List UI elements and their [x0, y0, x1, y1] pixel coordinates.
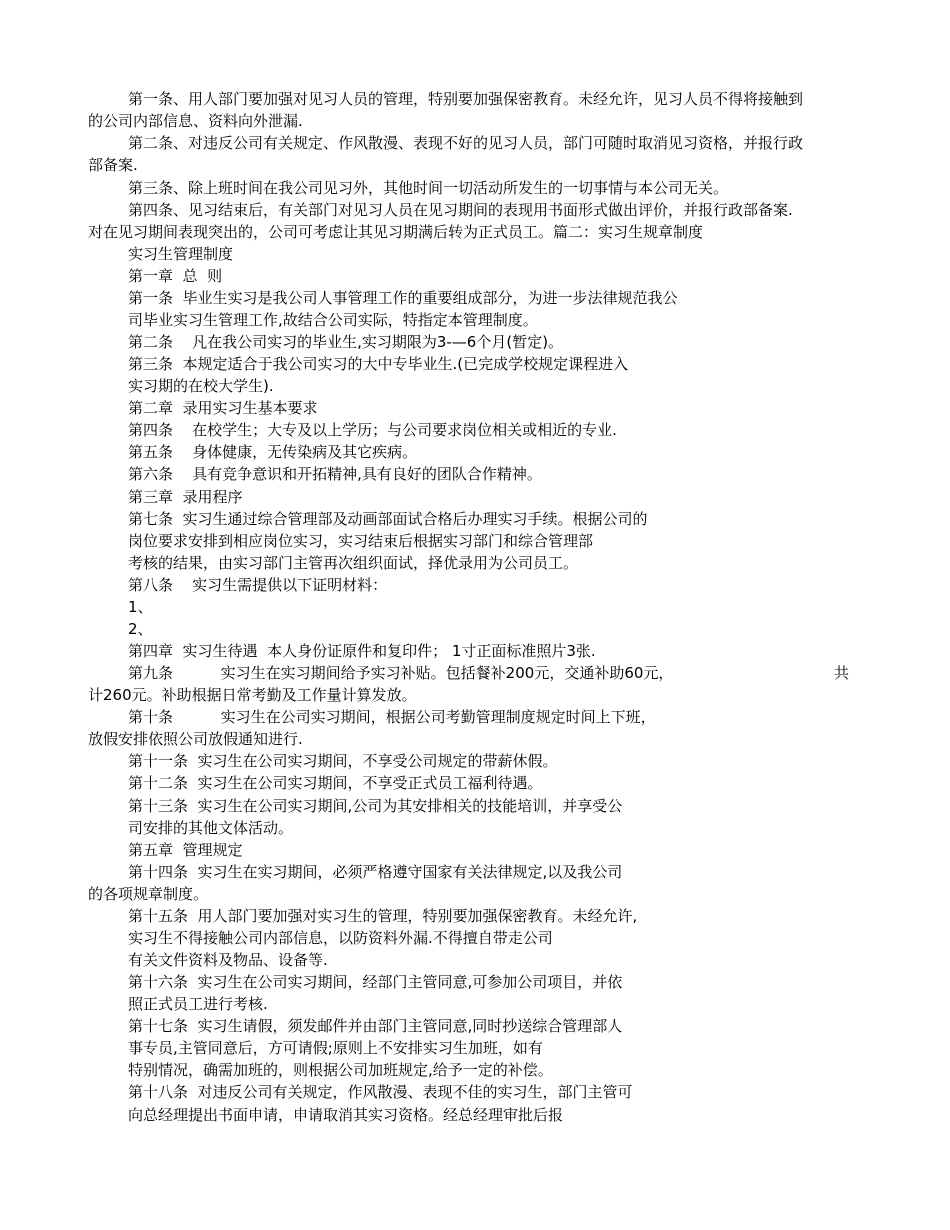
document-text-line: 司毕业实习生管理工作,故结合公司实际，特指定本管理制度。 [128, 311, 538, 329]
document-text-line: 共 [834, 664, 850, 682]
document-text-line: 部备案. [88, 156, 138, 174]
document-text-line: 第一章 总 则 [128, 267, 223, 285]
document-text-line: 1、 [128, 598, 153, 616]
document-text-line: 第一条 毕业生实习是我公司人事管理工作的重要组成部分，为进一步法律规范我公 [128, 289, 678, 307]
document-text-line: 第十六条 实习生在公司实习期间，经部门主管同意,可参加公司项目，并依 [128, 973, 623, 991]
document-text-line: 第四章 实习生待遇 本人身份证原件和复印件； 1寸正面标准照片3张. [128, 642, 596, 660]
document-text-line: 第一条、用人部门要加强对见习人员的管理，特别要加强保密教育。未经允许，见习人员不得将接触到 [128, 90, 804, 108]
document-text-line: 放假安排依照公司放假通知进行. [88, 730, 303, 748]
document-text-line: 第三章 录用程序 [128, 488, 243, 506]
document-text-line: 第四条、见习结束后，有关部门对见习人员在见习期间的表现用书面形式做出评价，并报行政部备案. [128, 201, 793, 219]
document-text-line: 第四条 在校学生；大专及以上学历；与公司要求岗位相关或相近的专业. [128, 421, 617, 439]
document-text-line: 事专员,主管同意后，方可请假;原则上不安排实习生加班，如有 [128, 1039, 543, 1057]
document-text-line: 实习生不得接触公司内部信息，以防资料外漏.不得擅自带走公司 [128, 929, 553, 947]
document-text-line: 第十三条 实习生在公司实习期间,公司为其安排相关的技能培训，并享受公 [128, 797, 623, 815]
document-text-line: 的公司内部信息、资料向外泄漏. [88, 112, 303, 130]
document-text-line: 第七条 实习生通过综合管理部及动画部面试合格后办理实习手续。根据公司的 [128, 510, 648, 528]
document-text-line: 实习生管理制度 [128, 245, 234, 263]
document-text-line: 第十八条 对违反公司有关规定，作风散漫、表现不佳的实习生，部门主管可 [128, 1083, 633, 1101]
document-text-line: 第十七条 实习生请假，须发邮件并由部门主管同意,同时抄送综合管理部人 [128, 1017, 623, 1035]
document-text-line: 第十四条 实习生在实习期间，必须严格遵守国家有关法律规定,以及我公司 [128, 863, 623, 881]
document-text-line: 的各项规章制度。 [88, 885, 209, 903]
document-text-line: 第三条、除上班时间在我公司见习外，其他时间一切活动所发生的一切事情与本公司无关。 [128, 179, 729, 197]
document-text-line: 考核的结果，由实习部门主管再次组织面试，择优录用为公司员工。 [128, 554, 579, 572]
document-text-line: 第十一条 实习生在公司实习期间，不享受公司规定的带薪休假。 [128, 752, 558, 770]
document-text-line: 第十五条 用人部门要加强对实习生的管理，特别要加强保密教育。未经允许, [128, 907, 638, 925]
document-text-line: 第三条 本规定适合于我公司实习的大中专毕业生.(已完成学校规定课程进入 [128, 355, 629, 373]
document-text-line: 特别情况，确需加班的，则根据公司加班规定,给予一定的补偿。 [128, 1061, 553, 1079]
document-text-line: 第八条 实习生需提供以下证明材料： [128, 576, 388, 594]
document-text-line: 第十条 实习生在公司实习期间，根据公司考勤管理制度规定时间上下班， [128, 708, 656, 726]
document-text-line: 有关文件资料及物品、设备等. [128, 951, 328, 969]
document-text-line: 司安排的其他文体活动。 [128, 819, 294, 837]
document-text-line: 岗位要求安排到相应岗位实习，实习结束后根据实习部门和综合管理部 [128, 532, 594, 550]
document-text-line: 第二章 录用实习生基本要求 [128, 399, 318, 417]
document-text-line: 第五条 身体健康，无传染病及其它疾病。 [128, 443, 418, 461]
document-text-line: 第二条、对违反公司有关规定、作风散漫、表现不好的见习人员，部门可随时取消见习资格，并报行政 [128, 134, 804, 152]
document-text-line: 第二条 凡在我公司实习的毕业生,实习期限为3-—6个月(暂定)。 [128, 333, 564, 351]
document-text-line: 实习期的在校大学生). [128, 377, 274, 395]
document-text-line: 第九条 实习生在实习期间给予实习补贴。包括餐补200元，交通补助60元， [128, 664, 674, 682]
document-text-line: 计260元。补助根据日常考勤及工作量计算发放。 [88, 686, 417, 704]
document-text-line: 第五章 管理规定 [128, 841, 243, 859]
document-text-line: 第六条 具有竞争意识和开拓精神,具有良好的团队合作精神。 [128, 465, 542, 483]
document-text-line: 对在见习期间表现突出的，公司可考虑让其见习期满后转为正式员工。篇二：实习生规章制度 [88, 223, 704, 241]
document-text-line: 第十二条 实习生在公司实习期间，不享受正式员工福利待遇。 [128, 774, 543, 792]
document-text-line: 向总经理提出书面申请，申请取消其实习资格。经总经理审批后报 [128, 1106, 564, 1124]
document-text-line: 照正式员工进行考核. [128, 995, 268, 1013]
document-text-line: 2、 [128, 620, 153, 638]
